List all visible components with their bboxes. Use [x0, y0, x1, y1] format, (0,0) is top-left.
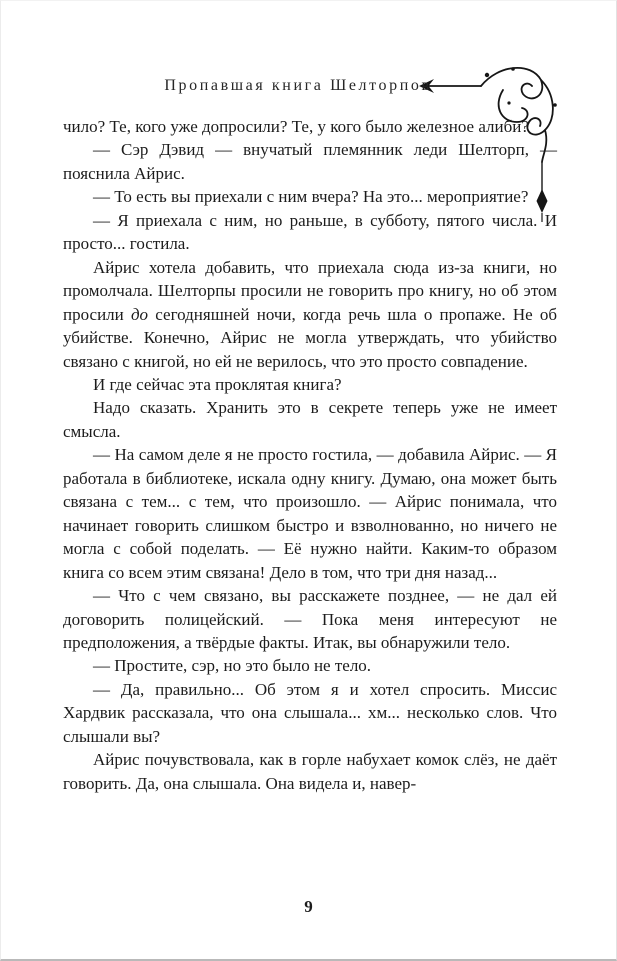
page-footer — [1, 897, 616, 917]
paragraph: — Да, правильно... Об этом я и хотел спросить. Миссис Хардвик рассказала, что она слышала... хм... несколько слов. Что слышали вы? — [63, 679, 557, 746]
paragraph: — На самом деле я не просто гостила, — добавила Айрис. — Я работала в библиотеке, искала одну книгу. Думаю, она может быть связана с тем... с тем, что произошло. — Айрис понимала, что начинает говорить слишком быстро и взволнованно, но ничего не могла с собой поделать. — Её нужно найти. Каким-то образом книга со всем этим связана! Дело в том, что три дня назад... — [63, 445, 557, 582]
paragraph: — То есть вы приехали с ним вчера? На это... мероприятие? — [93, 187, 529, 207]
paragraph: Айрис почувствовала, как в горле набухает комок слёз, не даёт говорить. Да, она слышала. Она видела и, навер- — [63, 750, 557, 793]
page-text — [63, 115, 557, 795]
page-number: 9 — [304, 897, 313, 916]
paragraph: Надо сказать. Хранить это в секрете теперь уже не имеет смысла. — [63, 398, 557, 441]
paragraph: — Простите, сэр, но это было не тело. — [93, 656, 372, 676]
paragraph-segment: Айрис хотела добавить, что приехала сюда из-за книги, но промолчала. Шелторпы просили не говорить про книгу, но об этом просили — [63, 257, 557, 324]
paragraph: чило? Те, кого уже допросили? Те, у кого было железное алиби? — [63, 117, 529, 136]
paragraph: — Что с чем связано, вы расскажете позднее, — не дал ей договорить полицейский. — Пока меня интересуют не предположения, а твёрдые факты. Итак, вы обнаружили тело. — [63, 586, 557, 652]
paragraph-segment: сегодняшней ночи, когда речь шла о пропаже. Не об убийстве. Конечно, Айрис не могла утверждать, что убийство связано с книгой, но ей не верилось, что это просто совпадение. — [63, 304, 557, 371]
paragraph — [63, 256, 557, 373]
paragraph: — Сэр Дэвид — внучатый племянник леди Шелторп, — пояснила Айрис. — [63, 140, 557, 183]
running-header — [63, 77, 533, 95]
paragraph-italic-word: до — [130, 304, 149, 324]
book-title: Пропавшая книга Шелторпов — [164, 77, 432, 94]
paragraph: — Я приехала с ним, но раньше, в субботу, пятого числа. И просто... гостила. — [63, 210, 557, 254]
paragraph: И где сейчас эта проклятая книга? — [93, 374, 342, 394]
